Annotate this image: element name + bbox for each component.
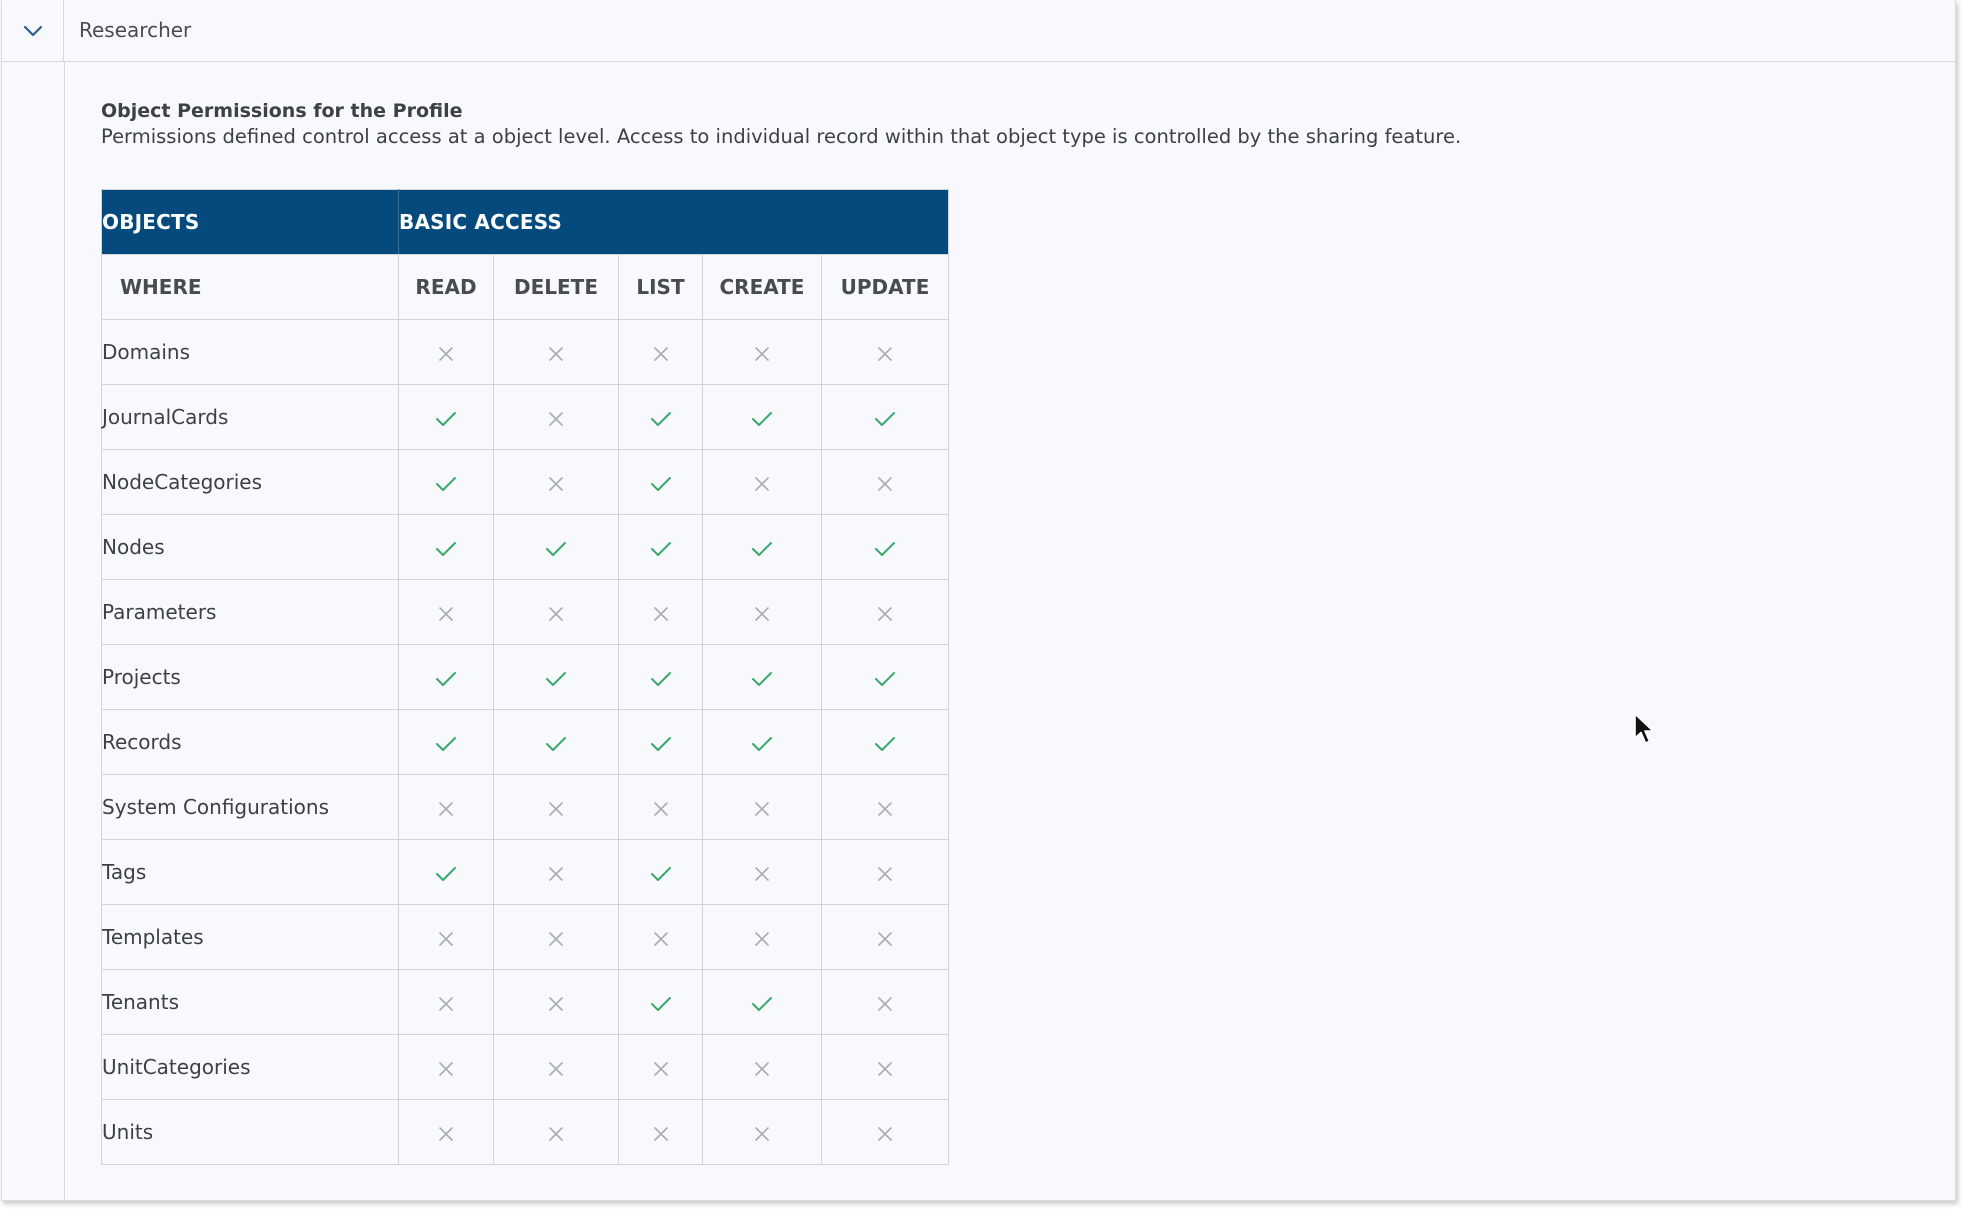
create-permission-cell (703, 1100, 822, 1165)
read-permission-cell (399, 775, 494, 840)
cross-icon (754, 606, 770, 622)
cross-icon (438, 1126, 454, 1142)
delete-permission-cell (494, 1035, 619, 1100)
read-permission-cell (399, 1100, 494, 1165)
accordion-header[interactable] (2, 0, 1955, 62)
check-icon (650, 410, 672, 428)
basic-access-group-header: BASIC ACCESS (399, 190, 949, 255)
column-header-delete: DELETE (494, 255, 619, 320)
check-icon (435, 865, 457, 883)
table-row (102, 1035, 949, 1100)
read-permission-cell (399, 385, 494, 450)
list-permission-cell (619, 905, 703, 970)
list-permission-cell (619, 580, 703, 645)
column-header-create: CREATE (703, 255, 822, 320)
cross-icon (877, 1061, 893, 1077)
cross-icon (438, 346, 454, 362)
update-permission-cell (822, 580, 949, 645)
cross-icon (548, 346, 564, 362)
table-row (102, 320, 949, 385)
check-icon (751, 735, 773, 753)
update-permission-cell (822, 775, 949, 840)
read-permission-cell (399, 710, 494, 775)
cross-icon (877, 606, 893, 622)
delete-permission-cell (494, 905, 619, 970)
read-permission-cell (399, 320, 494, 385)
list-permission-cell (619, 1100, 703, 1165)
table-row (102, 905, 949, 970)
delete-permission-cell (494, 1100, 619, 1165)
check-icon (545, 540, 567, 558)
update-permission-cell (822, 645, 949, 710)
list-permission-cell (619, 970, 703, 1035)
delete-permission-cell (494, 515, 619, 580)
check-icon (650, 670, 672, 688)
permissions-section (101, 98, 1462, 1144)
object-name-cell: JournalCards (102, 385, 399, 450)
left-rail-divider (64, 62, 65, 1200)
object-name-cell: Parameters (102, 580, 399, 645)
cross-icon (653, 931, 669, 947)
create-permission-cell (703, 515, 822, 580)
cross-icon (754, 346, 770, 362)
delete-permission-cell (494, 580, 619, 645)
update-permission-cell (822, 1100, 949, 1165)
cross-icon (438, 931, 454, 947)
delete-permission-cell (494, 840, 619, 905)
update-permission-cell (822, 1035, 949, 1100)
delete-permission-cell (494, 775, 619, 840)
profile-accordion-panel (1, 0, 1956, 1201)
create-permission-cell (703, 775, 822, 840)
check-icon (545, 735, 567, 753)
cross-icon (754, 476, 770, 492)
table-row (102, 450, 949, 515)
list-permission-cell (619, 320, 703, 385)
cross-icon (548, 866, 564, 882)
create-permission-cell (703, 320, 822, 385)
cross-icon (877, 1126, 893, 1142)
check-icon (435, 735, 457, 753)
object-name-cell: NodeCategories (102, 450, 399, 515)
cross-icon (548, 931, 564, 947)
object-name-cell: Nodes (102, 515, 399, 580)
table-row (102, 1100, 949, 1165)
profile-name: Researcher (79, 18, 192, 42)
table-row (102, 970, 949, 1035)
cross-icon (548, 1126, 564, 1142)
cross-icon (754, 801, 770, 817)
table-row (102, 840, 949, 905)
permissions-table (101, 189, 949, 1165)
object-name-cell: UnitCategories (102, 1035, 399, 1100)
read-permission-cell (399, 970, 494, 1035)
create-permission-cell (703, 580, 822, 645)
check-icon (751, 540, 773, 558)
cross-icon (754, 1061, 770, 1077)
cross-icon (438, 996, 454, 1012)
create-permission-cell (703, 1035, 822, 1100)
read-permission-cell (399, 645, 494, 710)
check-icon (874, 735, 896, 753)
object-name-cell: Projects (102, 645, 399, 710)
permissions-table-body (102, 320, 949, 1165)
check-icon (751, 410, 773, 428)
object-name-cell: System Configurations (102, 775, 399, 840)
update-permission-cell (822, 515, 949, 580)
read-permission-cell (399, 580, 494, 645)
update-permission-cell (822, 320, 949, 385)
list-permission-cell (619, 1035, 703, 1100)
read-permission-cell (399, 905, 494, 970)
table-row (102, 775, 949, 840)
read-permission-cell (399, 450, 494, 515)
check-icon (545, 670, 567, 688)
column-header-where: WHERE (102, 255, 399, 320)
cross-icon (548, 606, 564, 622)
check-icon (435, 540, 457, 558)
cross-icon (653, 606, 669, 622)
check-icon (751, 995, 773, 1013)
table-row (102, 580, 949, 645)
cross-icon (438, 606, 454, 622)
create-permission-cell (703, 905, 822, 970)
table-row (102, 710, 949, 775)
read-permission-cell (399, 840, 494, 905)
create-permission-cell (703, 450, 822, 515)
cross-icon (653, 346, 669, 362)
object-name-cell: Templates (102, 905, 399, 970)
check-icon (751, 670, 773, 688)
cross-icon (653, 801, 669, 817)
cross-icon (438, 1061, 454, 1077)
objects-group-header: OBJECTS (102, 190, 399, 255)
cross-icon (754, 1126, 770, 1142)
list-permission-cell (619, 775, 703, 840)
table-row (102, 515, 949, 580)
object-name-cell: Domains (102, 320, 399, 385)
read-permission-cell (399, 1035, 494, 1100)
cross-icon (877, 801, 893, 817)
mouse-cursor-icon (1633, 712, 1655, 746)
delete-permission-cell (494, 710, 619, 775)
permissions-description: Permissions defined control access at a object level. Access to individual record within that object type is controlled by the sharing feature. (101, 125, 1462, 148)
create-permission-cell (703, 385, 822, 450)
cross-icon (548, 411, 564, 427)
check-icon (435, 670, 457, 688)
chevron-down-icon (23, 25, 43, 37)
object-name-cell: Units (102, 1100, 399, 1165)
column-header-update: UPDATE (822, 255, 949, 320)
create-permission-cell (703, 840, 822, 905)
object-name-cell: Records (102, 710, 399, 775)
list-permission-cell (619, 645, 703, 710)
cross-icon (548, 801, 564, 817)
list-permission-cell (619, 840, 703, 905)
delete-permission-cell (494, 385, 619, 450)
cross-icon (438, 801, 454, 817)
update-permission-cell (822, 905, 949, 970)
list-permission-cell (619, 710, 703, 775)
check-icon (435, 410, 457, 428)
delete-permission-cell (494, 645, 619, 710)
list-permission-cell (619, 385, 703, 450)
update-permission-cell (822, 970, 949, 1035)
cross-icon (653, 1061, 669, 1077)
check-icon (874, 670, 896, 688)
cross-icon (548, 996, 564, 1012)
cross-icon (548, 476, 564, 492)
delete-permission-cell (494, 970, 619, 1035)
list-permission-cell (619, 450, 703, 515)
check-icon (650, 540, 672, 558)
cross-icon (877, 931, 893, 947)
create-permission-cell (703, 970, 822, 1035)
cross-icon (754, 866, 770, 882)
collapse-toggle-button[interactable] (2, 0, 64, 62)
check-icon (874, 540, 896, 558)
create-permission-cell (703, 645, 822, 710)
check-icon (650, 475, 672, 493)
check-icon (650, 735, 672, 753)
check-icon (650, 995, 672, 1013)
cross-icon (877, 346, 893, 362)
cross-icon (754, 931, 770, 947)
delete-permission-cell (494, 320, 619, 385)
read-permission-cell (399, 515, 494, 580)
object-name-cell: Tags (102, 840, 399, 905)
column-header-read: READ (399, 255, 494, 320)
cross-icon (548, 1061, 564, 1077)
check-icon (650, 865, 672, 883)
delete-permission-cell (494, 450, 619, 515)
list-permission-cell (619, 515, 703, 580)
create-permission-cell (703, 710, 822, 775)
check-icon (435, 475, 457, 493)
column-header-list: LIST (619, 255, 703, 320)
cross-icon (877, 996, 893, 1012)
table-row (102, 645, 949, 710)
cross-icon (653, 1126, 669, 1142)
permissions-title: Object Permissions for the Profile (101, 100, 463, 122)
update-permission-cell (822, 840, 949, 905)
object-name-cell: Tenants (102, 970, 399, 1035)
table-row (102, 385, 949, 450)
cross-icon (877, 476, 893, 492)
check-icon (874, 410, 896, 428)
update-permission-cell (822, 450, 949, 515)
update-permission-cell (822, 710, 949, 775)
cross-icon (877, 866, 893, 882)
update-permission-cell (822, 385, 949, 450)
